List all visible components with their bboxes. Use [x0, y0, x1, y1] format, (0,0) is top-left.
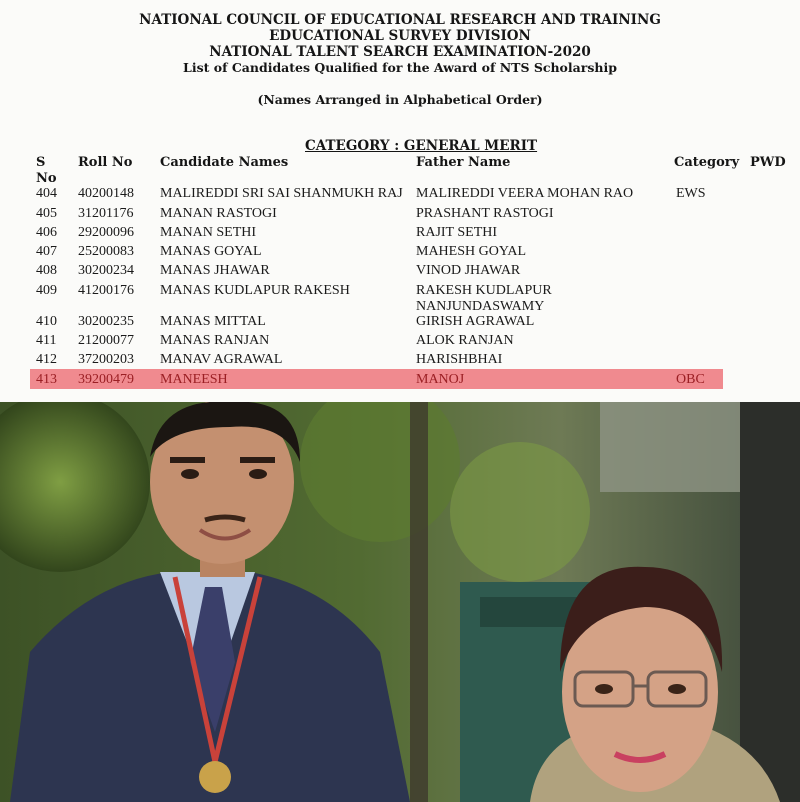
cell-roll: 30200234	[78, 263, 134, 278]
photo-illustration	[0, 402, 800, 802]
col-roll: Roll No	[78, 155, 133, 170]
cell-sno: 405	[36, 206, 57, 221]
cell-category: EWS	[676, 186, 706, 201]
cell-roll: 30200235	[78, 314, 134, 329]
cell-father: HARISHBHAI	[416, 352, 503, 367]
cell-sno: 408	[36, 263, 57, 278]
cell-father: GIRISH AGRAWAL	[416, 314, 535, 329]
cell-name: MANAS MITTAL	[160, 314, 266, 329]
cell-sno: 411	[36, 333, 57, 348]
cell-father-cont: NANJUNDASWAMY	[416, 299, 545, 314]
cell-name: MANAN RASTOGI	[160, 206, 277, 221]
col-sno-b: No	[36, 171, 57, 186]
cell-name: MANAS RANJAN	[160, 333, 270, 348]
cell-father: RAJIT SETHI	[416, 225, 498, 240]
cell-father: VINOD JHAWAR	[416, 263, 521, 278]
cell-father: MANOJ	[416, 372, 465, 387]
cell-name: MALIREDDI SRI SAI SHANMUKH RAJ	[160, 186, 403, 201]
photo-student-with-mother	[0, 402, 800, 802]
header-note: (Names Arranged in Alphabetical Order)	[257, 92, 543, 107]
cell-sno: 407	[36, 244, 57, 259]
cell-name: MANEESH	[160, 372, 228, 387]
cell-father: PRASHANT RASTOGI	[416, 206, 554, 221]
cell-roll: 39200479	[78, 372, 134, 387]
cell-father: MAHESH GOYAL	[416, 244, 527, 259]
cell-name: MANAN SETHI	[160, 225, 257, 240]
cell-roll: 21200077	[78, 333, 134, 348]
cell-sno: 412	[36, 352, 57, 367]
header-line-3: NATIONAL TALENT SEARCH EXAMINATION-2020	[209, 44, 591, 60]
category-title: CATEGORY : GENERAL MERIT	[305, 138, 538, 154]
cell-sno: 410	[36, 314, 57, 329]
cell-sno: 413	[36, 372, 57, 387]
cell-father: RAKESH KUDLAPUR	[416, 283, 552, 298]
cell-roll: 37200203	[78, 352, 134, 367]
cell-roll: 40200148	[78, 186, 134, 201]
cell-sno: 406	[36, 225, 57, 240]
cell-name: MANAV AGRAWAL	[160, 352, 283, 367]
cell-roll: 31201176	[78, 206, 134, 221]
cell-roll: 41200176	[78, 283, 134, 298]
col-pwd: PWD	[750, 155, 786, 170]
cell-roll: 29200096	[78, 225, 134, 240]
col-father: Father Name	[416, 155, 511, 170]
header-line-2: EDUCATIONAL SURVEY DIVISION	[269, 28, 531, 44]
cell-roll: 25200083	[78, 244, 134, 259]
cell-name: MANAS JHAWAR	[160, 263, 270, 278]
col-sno-a: S	[36, 155, 46, 170]
cell-father: MALIREDDI VEERA MOHAN RAO	[416, 186, 634, 201]
cell-sno: 404	[36, 186, 57, 201]
cell-name: MANAS KUDLAPUR RAKESH	[160, 283, 350, 298]
cell-sno: 409	[36, 283, 57, 298]
cell-category: OBC	[676, 372, 705, 387]
cell-father: ALOK RANJAN	[416, 333, 514, 348]
cell-name: MANAS GOYAL	[160, 244, 262, 259]
header-line-4: List of Candidates Qualified for the Award of NTS Scholarship	[183, 60, 617, 75]
header-line-1: NATIONAL COUNCIL OF EDUCATIONAL RESEARCH AND TRAINING	[139, 12, 661, 28]
col-name: Candidate Names	[160, 155, 289, 170]
col-category: Category	[674, 155, 740, 170]
